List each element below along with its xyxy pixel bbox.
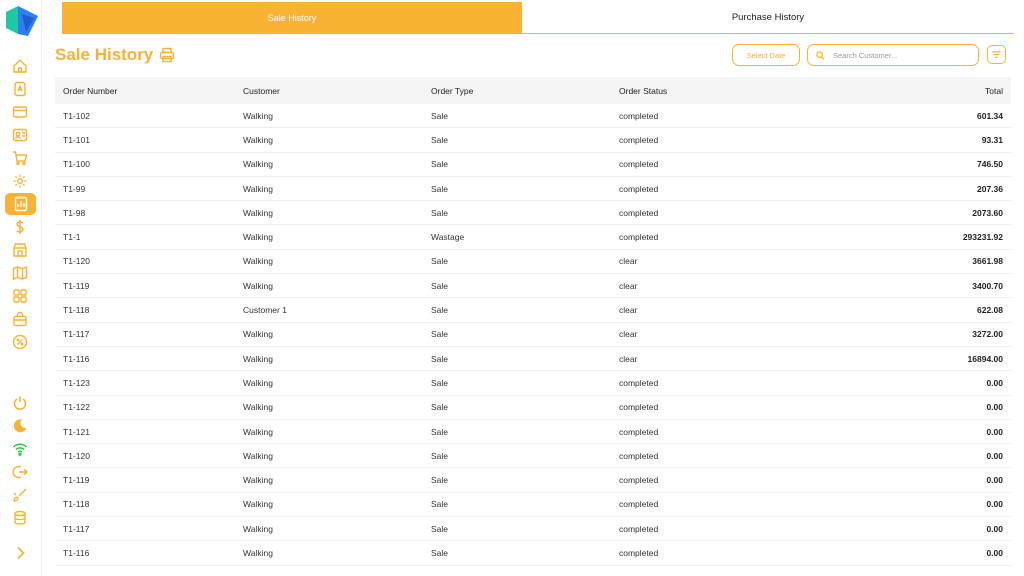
order-status-cell: completed [619, 232, 659, 243]
table-row[interactable] [55, 153, 1011, 177]
order-type-cell: Sale [431, 450, 449, 461]
order-status-cell: completed [619, 426, 659, 437]
table-row[interactable] [55, 274, 1011, 298]
order-status-cell: completed [619, 207, 659, 218]
header-order-status[interactable]: Order Status [619, 85, 668, 96]
customer-cell: Walking [243, 159, 273, 170]
table-row[interactable] [55, 323, 1011, 347]
customer-cell: Walking [243, 402, 273, 413]
order-type-cell: Sale [431, 110, 449, 121]
total-cell: 0.00 [986, 547, 1003, 558]
order-status-cell: completed [619, 134, 659, 145]
order-type-cell: Sale [431, 305, 449, 316]
table-row[interactable] [55, 250, 1011, 274]
table-row[interactable] [55, 444, 1011, 468]
order-type-cell: Sale [431, 353, 449, 364]
order-status-cell: completed [619, 450, 659, 461]
table-row[interactable] [55, 541, 1011, 565]
order-number-cell: T1-118 [63, 305, 90, 316]
table-row[interactable] [55, 298, 1011, 322]
report-icon[interactable] [5, 193, 36, 215]
filter-icon [991, 49, 1002, 60]
order-number-cell: T1-101 [63, 134, 90, 145]
table-row[interactable] [55, 493, 1011, 517]
table-row[interactable] [55, 517, 1011, 541]
order-type-cell: Sale [431, 426, 449, 437]
order-number-cell: T1-99 [63, 183, 86, 194]
dollar-icon[interactable] [10, 217, 30, 237]
order-number-cell: T1-116 [63, 547, 90, 558]
order-type-cell: Sale [431, 402, 449, 413]
customer-cell: Walking [243, 232, 273, 243]
search-box [807, 44, 979, 66]
order-status-cell: completed [619, 475, 659, 486]
order-number-cell: T1-116 [63, 353, 90, 364]
order-number-cell: T1-102 [63, 110, 90, 121]
order-number-cell: T1-120 [63, 256, 90, 267]
order-type-cell: Sale [431, 256, 449, 267]
order-status-cell: completed [619, 547, 659, 558]
order-number-cell: T1-121 [63, 426, 90, 437]
order-number-cell: T1-119 [63, 475, 90, 486]
printer-icon[interactable] [159, 47, 175, 63]
map-icon[interactable] [10, 263, 30, 283]
brush-icon[interactable] [10, 485, 30, 505]
percent-icon[interactable] [10, 332, 30, 352]
order-number-cell: T1-117 [63, 523, 90, 534]
order-status-cell: clear [619, 353, 638, 364]
order-type-cell: Sale [431, 377, 449, 388]
order-type-cell: Sale [431, 183, 449, 194]
table-row[interactable] [55, 396, 1011, 420]
order-status-cell: completed [619, 110, 659, 121]
select-date-button[interactable]: Select Date [732, 44, 800, 66]
tab-sale-history[interactable]: Sale History [62, 2, 522, 34]
search-input[interactable] [833, 51, 973, 60]
order-status-cell: completed [619, 377, 659, 388]
customer-cell: Walking [243, 475, 273, 486]
customer-cell: Walking [243, 450, 273, 461]
chevron-right-icon[interactable] [10, 543, 30, 563]
customer-cell: Walking [243, 110, 273, 121]
table-row[interactable] [55, 177, 1011, 201]
customer-cell: Walking [243, 377, 273, 388]
table-row[interactable] [55, 420, 1011, 444]
customer-cell: Walking [243, 280, 273, 291]
id-card-icon[interactable] [10, 125, 30, 145]
order-number-cell: T1-117 [63, 329, 90, 340]
order-status-cell: clear [619, 305, 638, 316]
customer-cell: Walking [243, 547, 273, 558]
customer-cell: Walking [243, 426, 273, 437]
table-row[interactable] [55, 347, 1011, 371]
total-cell: 2073.60 [972, 207, 1003, 218]
order-status-cell: clear [619, 256, 638, 267]
total-cell: 746.50 [977, 159, 1003, 170]
wifi-icon[interactable] [10, 439, 30, 459]
customer-cell: Walking [243, 207, 273, 218]
header-order-type[interactable]: Order Type [431, 85, 474, 96]
table-body [55, 104, 1011, 566]
order-status-cell: completed [619, 402, 659, 413]
history-tabs [62, 2, 1014, 34]
total-cell: 3272.00 [972, 329, 1003, 340]
order-number-cell: T1-98 [63, 207, 86, 218]
order-type-cell: Sale [431, 523, 449, 534]
total-cell: 3661.98 [972, 256, 1003, 267]
filter-button[interactable] [987, 45, 1006, 64]
order-type-cell: Sale [431, 159, 449, 170]
home-icon[interactable] [10, 56, 30, 76]
total-cell: 293231.92 [962, 232, 1003, 243]
order-status-cell: clear [619, 280, 638, 291]
order-number-cell: T1-118 [63, 499, 90, 510]
bag-icon[interactable] [10, 309, 30, 329]
cart-icon[interactable] [10, 148, 30, 168]
total-cell: 3400.70 [972, 280, 1003, 291]
order-status-cell: clear [619, 329, 638, 340]
customer-cell: Walking [243, 329, 273, 340]
sale-history-table [55, 77, 1011, 566]
total-cell: 0.00 [986, 523, 1003, 534]
total-cell: 0.00 [986, 499, 1003, 510]
order-type-cell: Sale [431, 134, 449, 145]
sidebar [0, 0, 42, 576]
page-title-block [55, 45, 175, 65]
customer-cell: Walking [243, 256, 273, 267]
total-cell: 207.36 [977, 183, 1003, 194]
total-cell: 0.00 [986, 377, 1003, 388]
customer-cell: Walking [243, 499, 273, 510]
order-type-cell: Sale [431, 499, 449, 510]
order-type-cell: Sale [431, 475, 449, 486]
order-number-cell: T1-119 [63, 280, 90, 291]
order-type-cell: Sale [431, 547, 449, 558]
order-status-cell: completed [619, 159, 659, 170]
page-title: Sale History [55, 45, 154, 64]
header-total[interactable]: Total [985, 85, 1003, 96]
store-icon[interactable] [10, 240, 30, 260]
search-icon [816, 51, 825, 60]
total-cell: 93.31 [981, 134, 1003, 145]
order-number-cell: T1-1 [63, 232, 81, 243]
database-icon[interactable] [10, 508, 30, 528]
order-status-cell: completed [619, 523, 659, 534]
order-type-cell: Wastage [431, 232, 465, 243]
total-cell: 0.00 [986, 426, 1003, 437]
total-cell: 601.34 [977, 110, 1003, 121]
order-type-cell: Sale [431, 280, 449, 291]
customer-cell: Walking [243, 353, 273, 364]
customer-cell: Customer 1 [243, 305, 287, 316]
table-row[interactable] [55, 225, 1011, 249]
customer-cell: Walking [243, 183, 273, 194]
customer-cell: Walking [243, 523, 273, 534]
total-cell: 16894.00 [967, 353, 1003, 364]
grid-icon[interactable] [10, 286, 30, 306]
table-row[interactable] [55, 371, 1011, 395]
table-row[interactable] [55, 128, 1011, 152]
header-order-number[interactable]: Order Number [63, 85, 118, 96]
tab-purchase-history[interactable]: Purchase History [522, 2, 1014, 34]
order-status-cell: completed [619, 183, 659, 194]
card-icon[interactable] [10, 102, 30, 122]
total-cell: 0.00 [986, 475, 1003, 486]
order-number-cell: T1-100 [63, 159, 90, 170]
order-status-cell: completed [619, 499, 659, 510]
total-cell: 0.00 [986, 450, 1003, 461]
table-row[interactable] [55, 468, 1011, 492]
order-type-cell: Sale [431, 329, 449, 340]
order-type-cell: Sale [431, 207, 449, 218]
app-logo[interactable] [4, 4, 40, 40]
order-number-cell: T1-120 [63, 450, 90, 461]
moon-icon[interactable] [10, 416, 30, 436]
power-icon[interactable] [10, 393, 30, 413]
logout-icon[interactable] [10, 462, 30, 482]
customer-cell: Walking [243, 134, 273, 145]
gear-icon[interactable] [10, 171, 30, 191]
order-number-cell: T1-122 [63, 402, 90, 413]
table-header [55, 77, 1011, 104]
header-customer[interactable]: Customer [243, 85, 280, 96]
table-row[interactable] [55, 201, 1011, 225]
order-number-cell: T1-123 [63, 377, 90, 388]
table-row[interactable] [55, 104, 1011, 128]
total-cell: 622.08 [977, 305, 1003, 316]
total-cell: 0.00 [986, 402, 1003, 413]
tag-icon[interactable] [10, 79, 30, 99]
